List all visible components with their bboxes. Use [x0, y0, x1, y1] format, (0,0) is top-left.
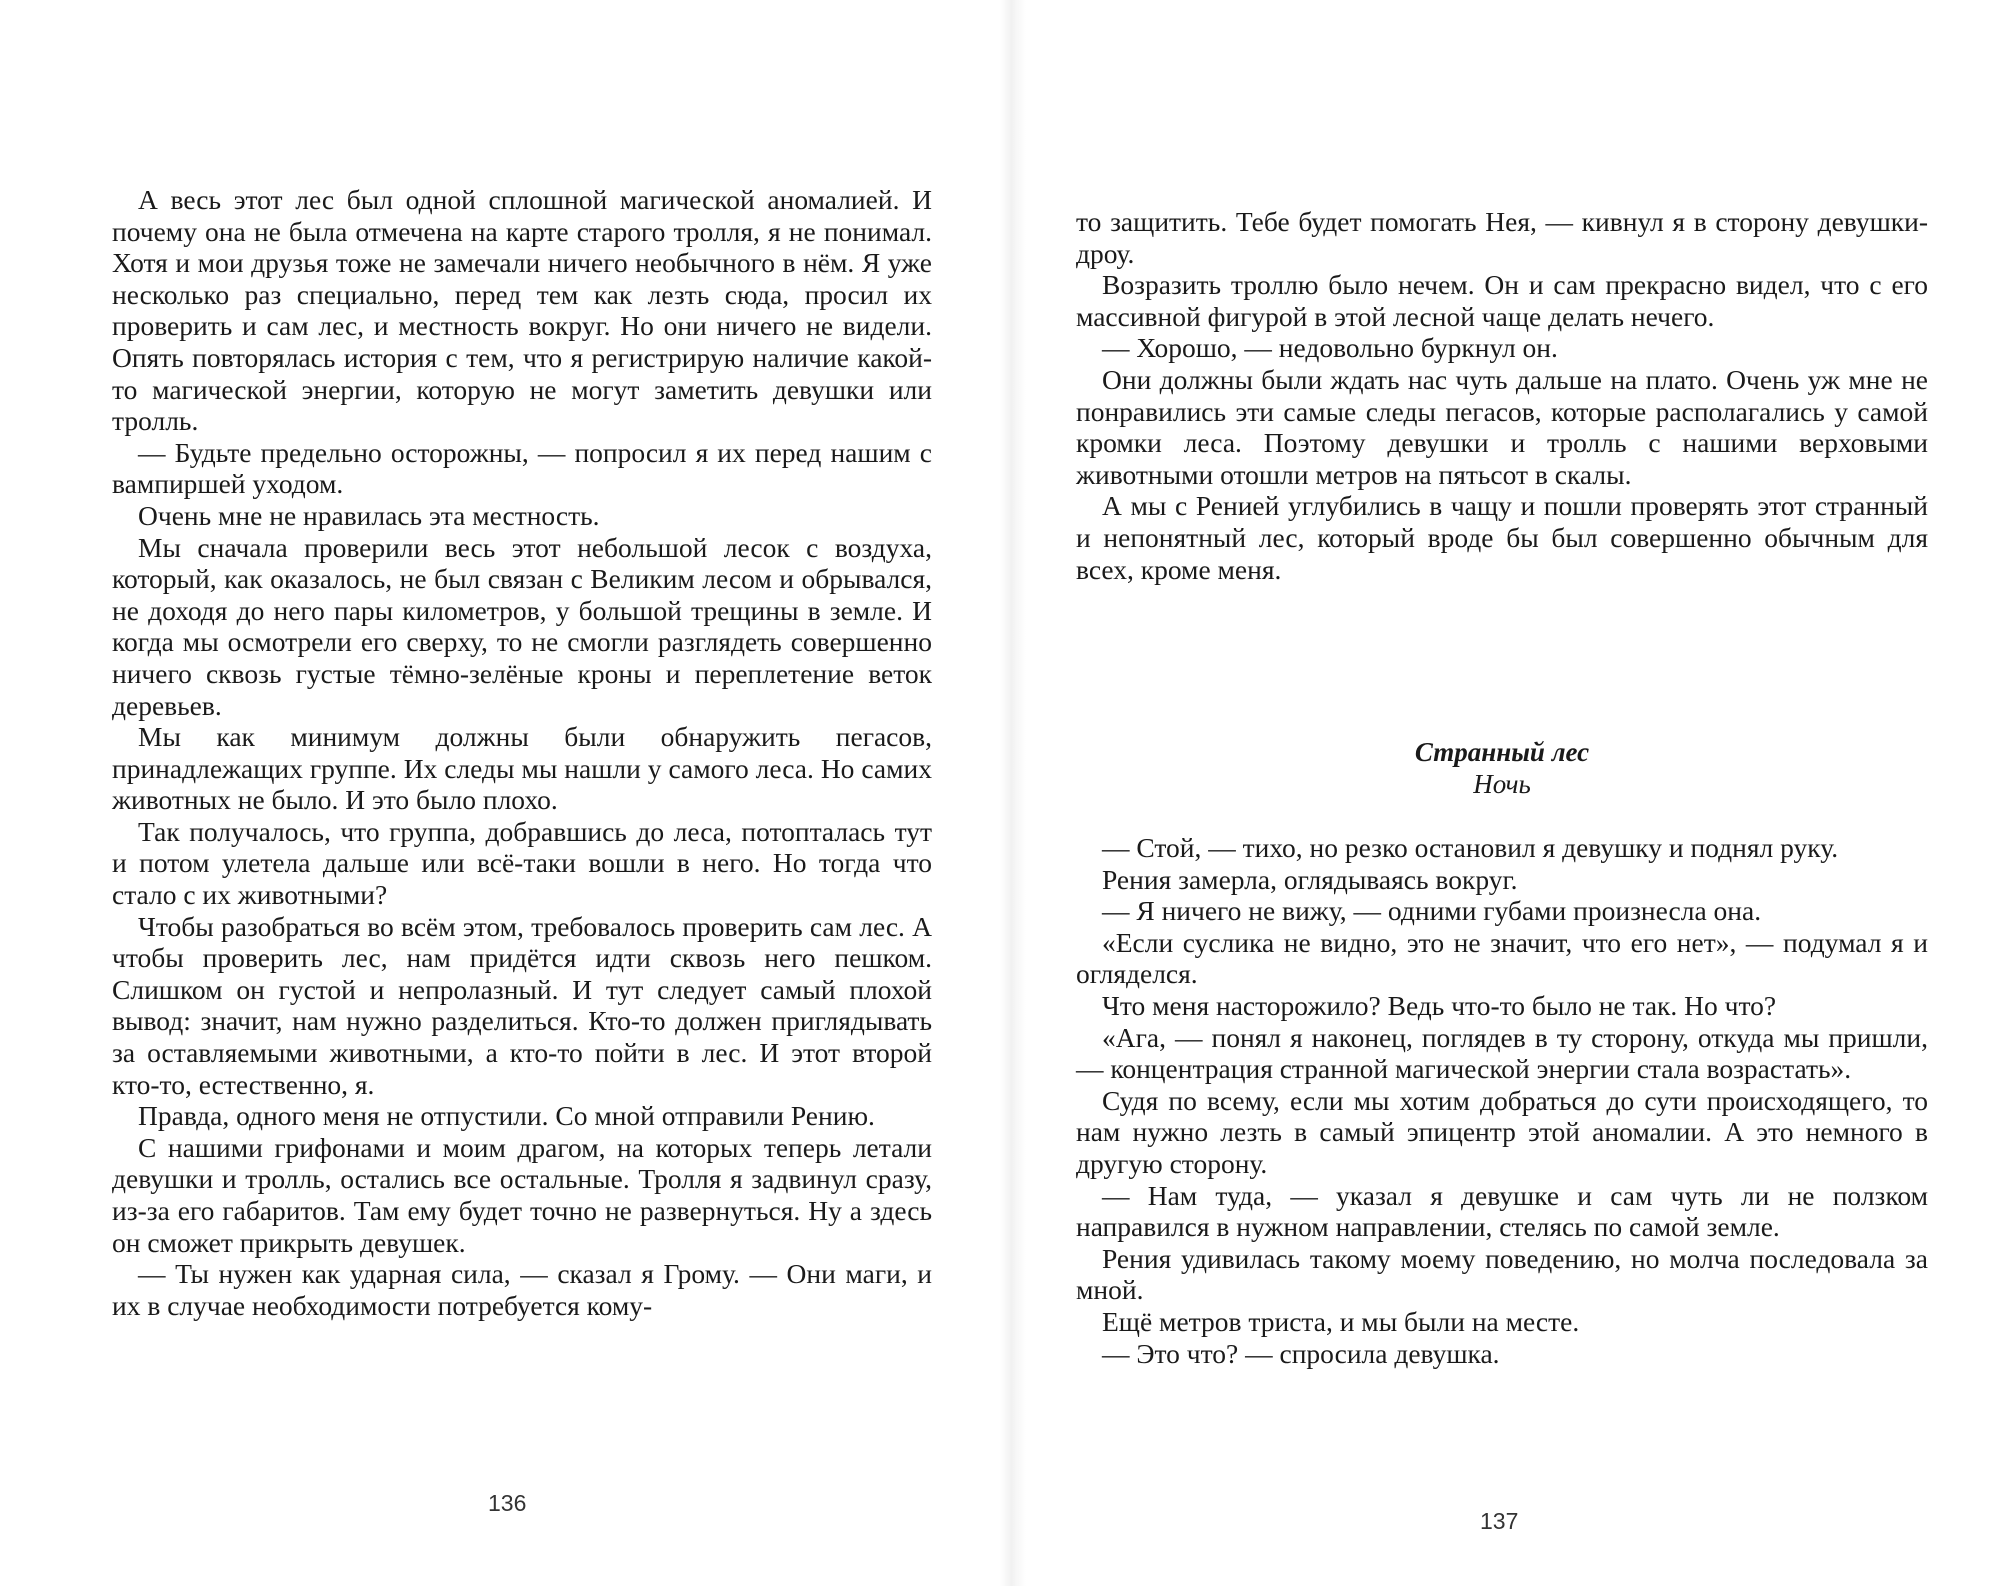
paragraph: «Ага, — понял я наконец, поглядев в ту сторону, откуда мы пришли, — концентрация странной магической энергии стала возрастать».	[1076, 1021, 1928, 1085]
right-page	[1026, 0, 2000, 1586]
paragraph: Рения удивилась такому моему поведению, но молча последовала за мной.	[1076, 1242, 1928, 1306]
paragraph: — Я ничего не вижу, — одними губами произнесла она.	[1102, 895, 1762, 927]
paragraph: — Нам туда, — указал я девушке и сам чуть ли не ползком направился в нужном направлении, стелясь по самой земле.	[1076, 1179, 1928, 1243]
paragraph: — Стой, — тихо, но резко остановил я девушку и поднял руку.	[1102, 832, 1839, 863]
book-gutter	[1000, 0, 1026, 1586]
paragraph: Возразить троллю было нечем. Он и сам прекрасно видел, что с его массивной фигурой в этой лесной чаще делать нечего.	[1076, 269, 1928, 332]
paragraph: Что меня насторожило? Ведь что-то было не так. Но что?	[1102, 989, 1777, 1021]
right-page-body-top	[1076, 206, 1928, 585]
paragraph: — Будьте предельно осторожны, — попросил я их перед нашим с вампиршей уходом.	[112, 436, 932, 500]
paragraph: Судя по всему, если мы хотим добраться до сути происходящего, то нам нужно лезть в самый эпицентр этой аномалии. А это немного в другую сторону.	[1076, 1084, 1928, 1179]
paragraph: С нашими грифонами и моим драгом, на которых теперь летали девушки и тролль, остались все остальные. Тролля я задвинул сразу, из-за его габаритов. Там ему будет точно не развернуться. Ну а здесь он сможет прикрыть девушек.	[112, 1131, 932, 1258]
paragraph: Рения замерла, оглядываясь вокруг.	[1102, 863, 1518, 895]
paragraph: Так получалось, что группа, добравшись до леса, потопталась тут и потом улетела дальше или всё-таки вошли в него. Но тогда что стало с их животными?	[112, 815, 932, 911]
paragraph: — Это что? — спросила девушка.	[1102, 1337, 1500, 1369]
paragraph: Ещё метров триста, и мы были на месте.	[1102, 1305, 1580, 1337]
paragraph: Правда, одного меня не отпустили. Со мной отправили Рению.	[138, 1100, 875, 1132]
paragraph: то защитить. Тебе будет помогать Нея, — кивнул я в сторону девушки-дроу.	[1076, 206, 1928, 269]
paragraph: Очень мне не нравилась эта местность.	[138, 499, 600, 531]
chapter-subtitle: Ночь	[1473, 769, 1531, 799]
left-page-body	[112, 184, 932, 1321]
page-number-right: 137	[1480, 1508, 1519, 1534]
page-number-left: 136	[488, 1490, 527, 1516]
paragraph: А мы с Ренией углубились в чащу и пошли проверять этот странный и непонятный лес, который вроде бы был совершенно обычным для всех, кроме меня.	[1076, 490, 1928, 585]
paragraph: Мы как минимум должны были обнаружить пегасов, принадлежащих группе. Их следы мы нашли у самого леса. Но самих животных не было. И это было плохо.	[112, 721, 932, 816]
paragraph: Мы сначала проверили весь этот небольшой лесок с воздуха, который, как оказалось, не был связан с Великим лесом и обрывался, не доходя до него пары километров, у большой трещины в земле. И когда мы осмотрели его сверху, то не смогли разглядеть совершенно ничего сквозь густые тёмно-зелёные кроны и переплетение веток деревьев.	[112, 531, 932, 721]
chapter-title: Странный лес	[1414, 737, 1590, 767]
paragraph: — Ты нужен как ударная сила, — сказал я Грому. — Они маги, и их в случае необходимости потребуется кому-	[112, 1258, 932, 1321]
paragraph: Они должны были ждать нас чуть дальше на плато. Очень уж мне не понравились эти самые следы пегасов, которые располагались у самой кромки леса. Поэтому девушки и тролль с нашими верховыми животными отошли метров на пятьсот в скалы.	[1076, 363, 1928, 490]
right-page-body-bottom	[1076, 832, 1928, 1369]
paragraph: А весь этот лес был одной сплошной магической аномалией. И почему она не была отмечена на карте старого тролля, я не понимал. Хотя и мои друзья тоже не замечали ничего необычного в нём. Я уже несколько раз специально, перед тем как лезть сюда, просил их проверить и сам лес, и местность вокруг. Но они ничего не видели. Опять повторялась история с тем, что я регистрирую наличие какой-то магической энергии, которую не могут заметить девушки или тролль.	[112, 184, 932, 437]
paragraph: Чтобы разобраться во всём этом, требовалось проверить сам лес. А чтобы проверить лес, нам придётся идти сквозь него пешком. Слишком он густой и непролазный. И тут следует самый плохой вывод: значит, нам нужно разделиться. Кто-то должен приглядывать за оставляемыми животными, а кто-то пойти в лес. И этот второй кто-то, естественно, я.	[112, 910, 932, 1100]
chapter-heading	[1076, 736, 1928, 800]
paragraph: — Хорошо, — недовольно буркнул он.	[1102, 332, 1558, 364]
paragraph: «Если суслика не видно, это не значит, что его нет», — подумал я и огляделся.	[1076, 926, 1928, 990]
